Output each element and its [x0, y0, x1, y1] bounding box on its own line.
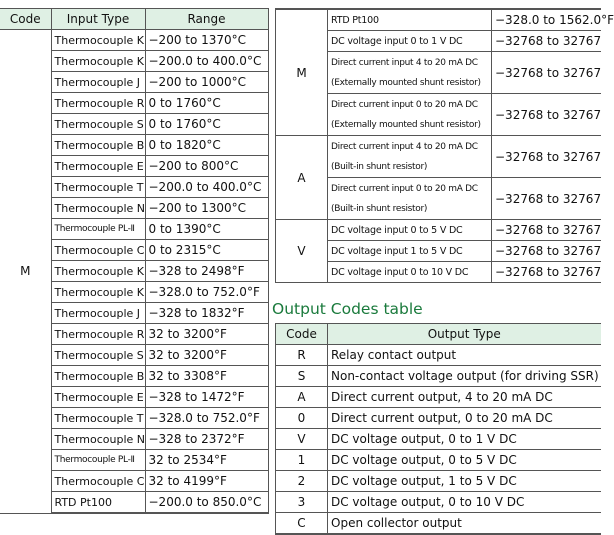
- output-code-cell: V: [276, 429, 328, 450]
- table-row: [276, 387, 601, 408]
- range-cell: −32768 to 32767: [492, 241, 601, 262]
- input-type-line: DC voltage input 0 to 1 V DC: [331, 35, 463, 47]
- input-type-cell: Thermocouple E: [51, 156, 145, 177]
- input-type-line: RTD Pt100: [331, 14, 379, 26]
- output-type-cell: DC voltage output, 0 to 5 V DC: [328, 450, 601, 471]
- range-cell: −328 to 1472°F: [145, 387, 268, 408]
- range-cell: 0 to 1390°C: [145, 219, 268, 240]
- range-cell: −200 to 1000°C: [145, 72, 268, 93]
- input-type-cell: [328, 136, 492, 178]
- range-cell: −328 to 2498°F: [145, 261, 268, 282]
- range-cell: −328 to 1832°F: [145, 303, 268, 324]
- input-type-cell: Thermocouple R: [51, 93, 145, 114]
- table-row: [276, 471, 601, 492]
- range-cell: −32768 to 32767: [492, 178, 601, 220]
- range-cell: 0 to 1820°C: [145, 135, 268, 156]
- output-type-cell: Relay contact output: [328, 345, 601, 366]
- output-table-header-row: [276, 324, 601, 345]
- input-type-cell: Thermocouple B: [51, 366, 145, 387]
- output-type-cell: DC voltage output, 1 to 5 V DC: [328, 471, 601, 492]
- output-type-cell: Open collector output: [328, 513, 601, 535]
- range-cell: −200 to 800°C: [145, 156, 268, 177]
- input-type-cell: Thermocouple K: [51, 261, 145, 282]
- input-type-cell: Thermocouple K: [51, 51, 145, 72]
- input-type-cell: [328, 31, 492, 52]
- input-type-cell: Thermocouple K: [51, 282, 145, 303]
- output-type-cell: DC voltage output, 0 to 10 V DC: [328, 492, 601, 513]
- input-type-cell: Thermocouple T: [51, 177, 145, 198]
- input-type-cell: Thermocouple S: [51, 114, 145, 135]
- input-type-line: DC voltage input 1 to 5 V DC: [331, 245, 463, 257]
- range-cell: 32 to 3200°F: [145, 324, 268, 345]
- input-type-cell: Thermocouple C: [51, 471, 145, 492]
- header-code: Code: [0, 9, 51, 30]
- header-output-type: Output Type: [328, 324, 601, 345]
- range-cell: −200.0 to 850.0°C: [145, 492, 268, 514]
- input-type-cell: Thermocouple T: [51, 408, 145, 429]
- table-row: [276, 450, 601, 471]
- output-type-cell: Non-contact voltage output (for driving SSR): [328, 366, 601, 387]
- table-row: [276, 220, 601, 241]
- range-cell: −328.0 to 752.0°F: [145, 282, 268, 303]
- range-cell: −32768 to 32767: [492, 94, 601, 136]
- range-cell: −32768 to 32767: [492, 220, 601, 241]
- input-type-cell: [328, 241, 492, 262]
- range-cell: −328.0 to 1562.0°F: [492, 9, 601, 31]
- group-code-cell: V: [276, 220, 328, 283]
- input-type-line: Direct current input 0 to 20 mA DC: [331, 183, 478, 194]
- input-table-header-row: [0, 9, 268, 30]
- range-cell: −328 to 2372°F: [145, 429, 268, 450]
- header-code: Code: [276, 324, 328, 345]
- input-type-cell: Thermocouple K: [51, 30, 145, 51]
- input-type-cell: Thermocouple R: [51, 324, 145, 345]
- group-code-cell: M: [276, 9, 328, 136]
- table-row: [276, 136, 601, 178]
- input-type-cell: Thermocouple N: [51, 429, 145, 450]
- output-codes-table: [275, 323, 601, 535]
- group-code-cell: A: [276, 136, 328, 220]
- input-type-cell: [328, 262, 492, 283]
- input-type-cell: Thermocouple N: [51, 198, 145, 219]
- input-type-cell: Thermocouple J: [51, 303, 145, 324]
- range-cell: 32 to 3308°F: [145, 366, 268, 387]
- input-type-line: (Built-in shunt resistor): [331, 203, 428, 214]
- input-type-line: DC voltage input 0 to 10 V DC: [331, 266, 469, 278]
- output-code-cell: R: [276, 345, 328, 366]
- input-type-cell: [328, 52, 492, 94]
- table-row: [276, 9, 601, 31]
- table-row: [276, 492, 601, 513]
- input-type-cell: Thermocouple B: [51, 135, 145, 156]
- range-cell: −200 to 1300°C: [145, 198, 268, 219]
- range-cell: 32 to 3200°F: [145, 345, 268, 366]
- input-type-cell: [328, 94, 492, 136]
- input-type-cell: [328, 220, 492, 241]
- output-code-cell: 3: [276, 492, 328, 513]
- range-cell: 32 to 4199°F: [145, 471, 268, 492]
- input-type-cell: Thermocouple J: [51, 72, 145, 93]
- output-code-cell: A: [276, 387, 328, 408]
- input-type-cell: Thermocouple PL-Ⅱ: [51, 450, 145, 471]
- range-cell: −32768 to 32767: [492, 52, 601, 94]
- input-type-line: (Externally mounted shunt resistor): [331, 119, 481, 130]
- range-cell: −32768 to 32767: [492, 31, 601, 52]
- output-code-cell: 0: [276, 408, 328, 429]
- output-code-cell: 2: [276, 471, 328, 492]
- range-cell: −200.0 to 400.0°C: [145, 177, 268, 198]
- input-type-cell: [328, 9, 492, 31]
- table-row: [276, 345, 601, 366]
- header-input-type: Input Type: [51, 9, 145, 30]
- range-cell: −32768 to 32767: [492, 262, 601, 283]
- range-cell: 0 to 2315°C: [145, 240, 268, 261]
- input-type-cell: [328, 178, 492, 220]
- input-type-line: (Externally mounted shunt resistor): [331, 77, 481, 88]
- range-cell: −328.0 to 752.0°F: [145, 408, 268, 429]
- table-row: [276, 366, 601, 387]
- output-type-cell: Direct current output, 4 to 20 mA DC: [328, 387, 601, 408]
- output-code-cell: C: [276, 513, 328, 535]
- range-cell: −32768 to 32767: [492, 136, 601, 178]
- input-codes-table: [0, 8, 269, 514]
- range-cell: 0 to 1760°C: [145, 114, 268, 135]
- input-type-line: Direct current input 4 to 20 mA DC: [331, 141, 478, 152]
- input-type-cell: RTD Pt100: [51, 492, 145, 514]
- range-cell: 32 to 2534°F: [145, 450, 268, 471]
- output-code-cell: 1: [276, 450, 328, 471]
- input-type-cell: Thermocouple E: [51, 387, 145, 408]
- input-codes-table-continued: [275, 8, 614, 283]
- input-type-line: DC voltage input 0 to 5 V DC: [331, 224, 463, 236]
- output-type-cell: Direct current output, 0 to 20 mA DC: [328, 408, 601, 429]
- output-type-cell: DC voltage output, 0 to 1 V DC: [328, 429, 601, 450]
- range-cell: −200.0 to 400.0°C: [145, 51, 268, 72]
- table-row: [276, 513, 601, 535]
- input-type-line: Direct current input 4 to 20 mA DC: [331, 57, 478, 68]
- output-code-cell: S: [276, 366, 328, 387]
- input-type-cell: Thermocouple S: [51, 345, 145, 366]
- table-row: [276, 408, 601, 429]
- table-row: [0, 30, 268, 51]
- group-code-cell: M: [0, 30, 51, 514]
- header-range: Range: [145, 9, 268, 30]
- range-cell: 0 to 1760°C: [145, 93, 268, 114]
- input-type-line: (Built-in shunt resistor): [331, 161, 428, 172]
- table-row: [276, 429, 601, 450]
- input-type-cell: Thermocouple PL-Ⅱ: [51, 219, 145, 240]
- output-codes-title: Output Codes table: [272, 300, 423, 318]
- range-cell: −200 to 1370°C: [145, 30, 268, 51]
- input-type-cell: Thermocouple C: [51, 240, 145, 261]
- input-type-line: Direct current input 0 to 20 mA DC: [331, 99, 478, 110]
